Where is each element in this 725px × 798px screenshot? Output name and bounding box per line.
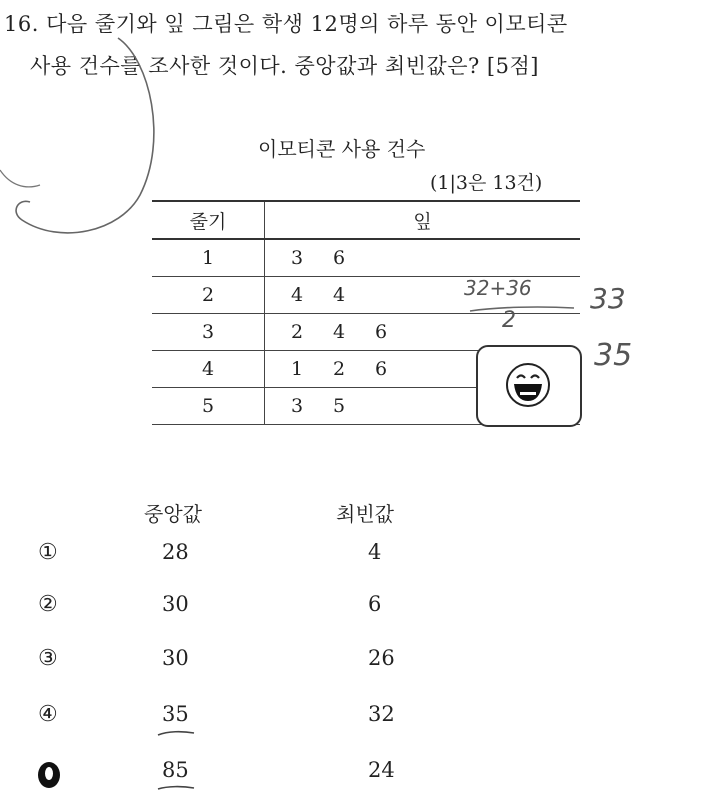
- choice-number: ④: [38, 702, 58, 727]
- stem-cell: 1: [152, 239, 265, 277]
- leaf-value: 4: [333, 284, 346, 306]
- choice-median: 30: [162, 592, 189, 616]
- choice-median: 28: [162, 540, 189, 564]
- leaves-cell: [265, 239, 581, 277]
- filled-circle-icon: [38, 758, 60, 789]
- answer-choice-1[interactable]: [0, 540, 725, 580]
- leaf-value: 3: [291, 395, 304, 417]
- choice-mode: 26: [368, 646, 395, 670]
- leaf-value: 2: [333, 358, 346, 380]
- handwritten-fraction-bottom: 2: [502, 308, 516, 333]
- median-column-header: 중앙값: [144, 502, 202, 526]
- laughing-face-icon: [476, 345, 578, 423]
- mode-column-header: 최빈값: [336, 502, 394, 526]
- handwritten-result-bottom: 35: [594, 338, 633, 373]
- leaves-cell: [265, 277, 581, 314]
- choice-mode: 4: [368, 540, 382, 564]
- answer-choice-5[interactable]: [0, 758, 725, 798]
- choice-number: ①: [38, 540, 58, 565]
- question-line-1: 16. 다음 줄기와 잎 그림은 학생 12명의 하루 동안 이모티콘: [4, 12, 568, 36]
- leaf-value: 4: [333, 321, 346, 343]
- answer-choice-2[interactable]: [0, 592, 725, 632]
- leaf-value: 6: [333, 247, 346, 269]
- stem-header: 줄기: [152, 201, 265, 239]
- leaf-value: 6: [375, 358, 388, 380]
- answer-choice-3[interactable]: [0, 646, 725, 686]
- stem-cell: 5: [152, 388, 265, 425]
- stem-cell: 3: [152, 314, 265, 351]
- emoticon-sticker: [476, 345, 582, 427]
- choice-median: 85: [162, 758, 189, 782]
- handwritten-result-top: 33: [590, 282, 626, 315]
- stem-cell: 4: [152, 351, 265, 388]
- choice-median: 35: [162, 702, 189, 726]
- choice-median: 30: [162, 646, 189, 670]
- choice-mode: 32: [368, 702, 395, 726]
- question-line-2: 사용 건수를 조사한 것이다. 중앙값과 최빈값은? [5점]: [30, 54, 539, 78]
- leaf-value: 2: [291, 321, 304, 343]
- table-header-row: [152, 201, 580, 239]
- leaf-value: 1: [291, 358, 304, 380]
- leaf-value: 3: [291, 247, 304, 269]
- choice-mode: 24: [368, 758, 395, 782]
- stem-cell: 2: [152, 277, 265, 314]
- answer-choice-4[interactable]: [0, 702, 725, 742]
- leaf-value: 5: [333, 395, 346, 417]
- leaf-header: 잎: [265, 201, 581, 239]
- table-title: 이모티콘 사용 건수: [258, 137, 426, 161]
- table-row: [152, 239, 580, 277]
- handwritten-fraction-top: 32+36: [464, 276, 532, 300]
- leaf-value: 6: [375, 321, 388, 343]
- leaf-value: 4: [291, 284, 304, 306]
- choice-number: ②: [38, 592, 58, 617]
- table-unit-note: (1|3은 13건): [430, 172, 543, 194]
- choice-mode: 6: [368, 592, 382, 616]
- choice-number: ③: [38, 646, 58, 671]
